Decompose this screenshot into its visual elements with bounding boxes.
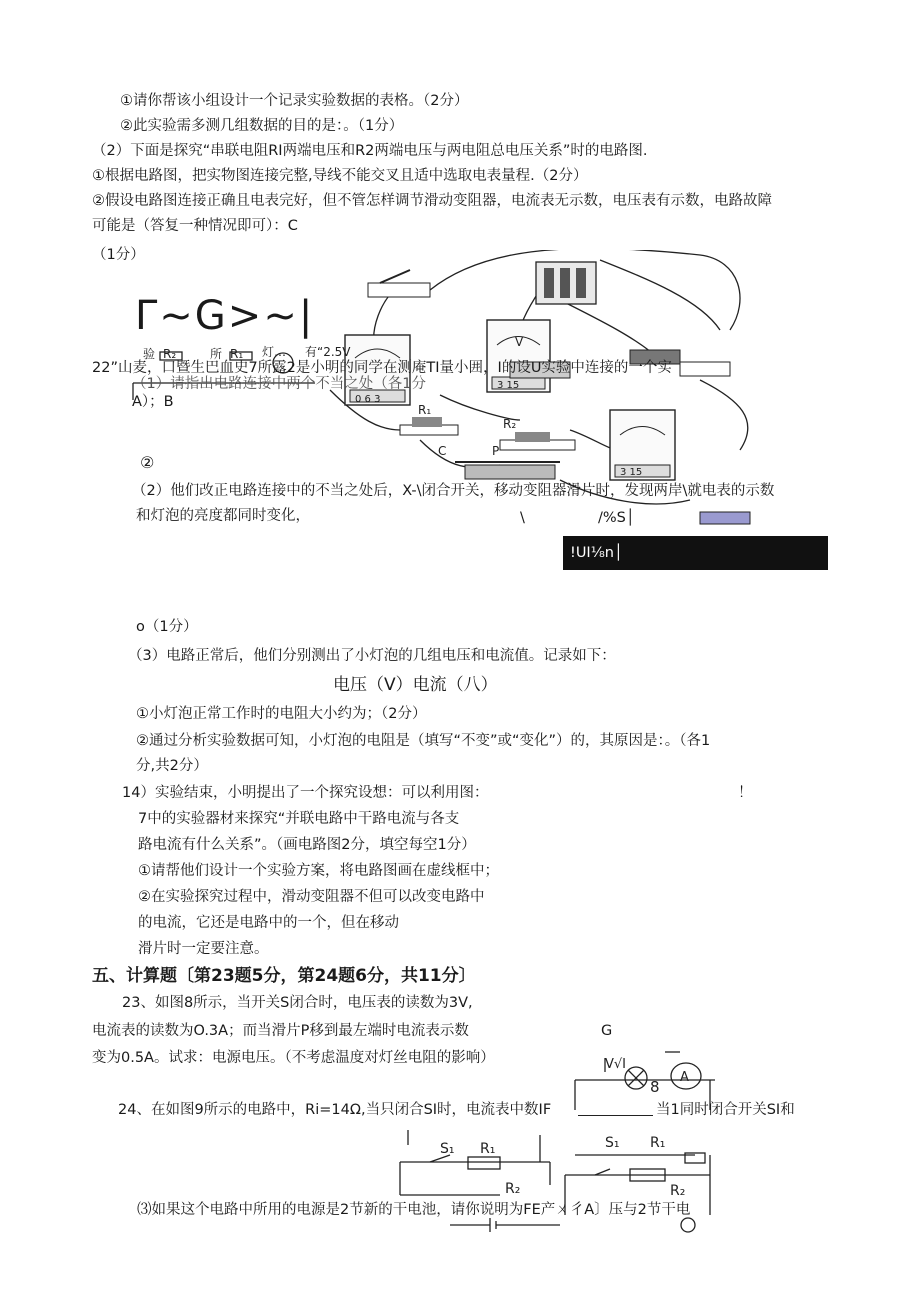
q14-line2: 7中的实验器材来探究“并联电路中干路电流与各支 [138, 811, 460, 827]
fig8-eight: 8 [650, 1078, 660, 1096]
q23-line1: 23、如图8所示，当开关S闭合时，电压表的读数为3V, [122, 995, 473, 1011]
fig9-s1-right: S₁ [605, 1135, 620, 1151]
q14-line3: 路电流有什么关系”。（画电路图2分，填空每空1分） [138, 837, 476, 853]
q22-2-line1: （2）他们改正电路连接中的不当之处后，X-\闭合开关，移动变阻器滑片时，发现两岸\就电表的示数 [132, 483, 775, 499]
fig9-r2-left: R₂ [505, 1181, 521, 1197]
q22-sub: （1）请指出电路连接中两个不当之处（各1分 [132, 376, 426, 392]
q22-2-line2: 和灯泡的亮度都同时变化， [136, 508, 310, 524]
q14-excl: ！ [738, 785, 753, 801]
fig9-s1-left: S₁ [440, 1141, 455, 1157]
q23-line3: 变为0.5A。试求：电源电压。（不考虑温度对灯丝电阻的影响） [92, 1050, 495, 1066]
q22-circle-2: ② [140, 453, 155, 472]
label-r1-phys: R₁ [418, 403, 432, 417]
fig9-r1-right: R₁ [650, 1135, 666, 1151]
label-rating: 有“2.5V [305, 345, 351, 359]
g-label: G [601, 1023, 613, 1039]
q1-table-instruction: ①请你帮该小组设计一个记录实验数据的表格。（2分） [120, 93, 469, 109]
q2-fault-1: ②假设电路图连接正确且电表完好，但不管怎样调节滑动变阻器，电流表无示数，电压表有示数，电路故障 [92, 193, 772, 209]
section5-heading: 五、计算题〔第23题5分，第24题6分，共11分〕 [92, 966, 476, 986]
q24-blank [578, 1115, 653, 1116]
meter-v-label: V [515, 335, 524, 349]
label-suo: 所 [210, 347, 223, 361]
q2-intro: （2）下面是探究“串联电阻RI两端电压和R2两端电压与两电阻总电压关系”时的电路图. [92, 143, 648, 159]
label-c: C [438, 444, 447, 458]
label-r2-phys: R₂ [503, 417, 517, 431]
fig9-r2-right: R₂ [670, 1183, 686, 1199]
q14-line4: ①请帮他们设计一个实验方案，将电路图画在虚线框中； [138, 863, 499, 879]
scan-artifact-symbols: Γ~G>~| [135, 293, 315, 339]
label-yan: 验 [143, 347, 156, 361]
fig9-r1-left: R₁ [480, 1141, 496, 1157]
backslash-mark: \ [520, 510, 525, 526]
q24-line3: ⑶如果这个电路中所用的电源是2节新的干电池，请你说明为FE产ㄨ彳A〕压与2节干电 [137, 1202, 691, 1218]
q3-change-a: ②通过分析实验数据可知，小灯泡的电阻是（填写“不变”或“变化”）的，其原因是：。（各1 [136, 733, 711, 749]
q2-connect: ①根据电路图，把实物图连接完整,导线不能交叉且适中选取电表量程.（2分） [92, 168, 588, 184]
q3-change-b: 分,共2分） [136, 758, 208, 774]
q3-line: （3）电路正常后，他们分别测出了小灯泡的几组电压和电流值。记录如下： [128, 648, 616, 664]
q1-purpose: ②此实验需多测几组数据的目的是：。（1分） [120, 118, 404, 134]
q14-line6: 的电流，它还是电路中的一个，但在移动 [138, 915, 399, 931]
label-p: P [492, 444, 500, 458]
fig8-v-label: V√I [605, 1057, 627, 1072]
fig8-a-label: A [680, 1070, 689, 1085]
o-score: o（1分） [136, 619, 198, 635]
q2-fault-2: 可能是（答复一种情况即可）：C [92, 218, 298, 234]
q3-resistance: ①小灯泡正常工作时的电阻大小约为；（2分） [136, 706, 427, 722]
meter2-scale: 3 15 [497, 380, 520, 391]
ui-label: !UI⅛n│ [570, 545, 623, 561]
label-r2: R₂ [163, 347, 177, 361]
q14-line7: 滑片时一定要注意。 [138, 941, 269, 957]
q24-line1: 24、在如图9所示的电路中，Ri=14Ω,当只闭合SI时，电流表中数IF [118, 1102, 552, 1118]
label-r1: R₁ [230, 347, 244, 361]
q23-line2: 电流表的读数为O.3A；而当滑片P移到最左端时电流表示数 [92, 1023, 469, 1039]
q14-line1: 14）实验结束，小明提出了一个探究设想：可以利用图： [122, 785, 489, 801]
table-header: 电压（V）电流（八） [333, 675, 498, 695]
q14-line5: ②在实验探究过程中，滑动变阻器不但可以改变电路中 [138, 889, 485, 905]
q22-label-ab: A）；B [132, 394, 174, 410]
figure9-circuits [150, 1125, 850, 1245]
q2-score: （1分） [92, 247, 145, 263]
label-lamp-hint: 灯… [262, 345, 287, 359]
ps-label: /%S│ [598, 510, 635, 526]
q22-line: 22”山麦，口暨生巴血史7所露2是小明的同学在测庵TI量小囲，I的设U实验中连接的一个实 [92, 360, 672, 376]
meter3-scale: 3 15 [620, 467, 643, 478]
q24-line2: 当1同时闭合开关SI和 [656, 1102, 795, 1118]
meter1-scale: 0 6 3 [355, 394, 381, 405]
